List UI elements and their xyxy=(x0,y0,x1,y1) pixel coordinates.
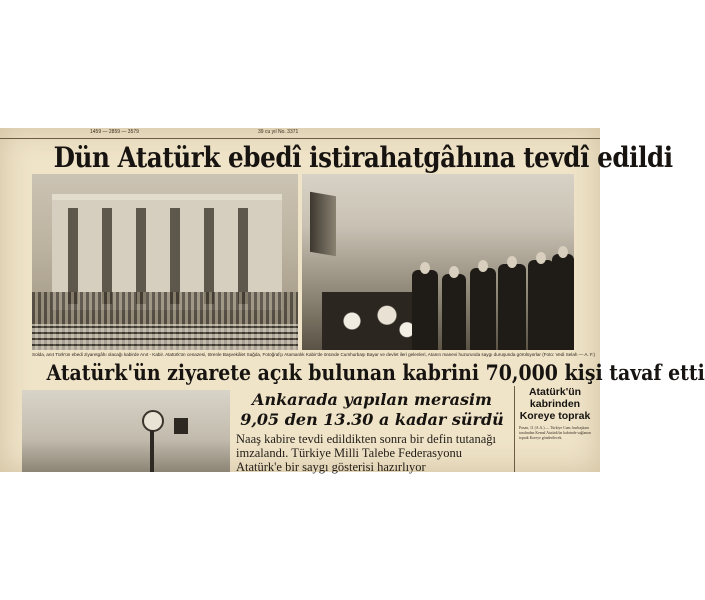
masthead-left-text: 1459 — 2859 — 3579 xyxy=(90,129,139,135)
street-lamp xyxy=(174,418,188,434)
article-right-column xyxy=(514,386,595,472)
article-mid-title-line2: 9,05 den 13.30 a kadar sürdü xyxy=(240,410,504,429)
subheadline: Atatürk'ün ziyarete açık bulunan kabrini 70,000 kişi tavaf etti xyxy=(46,360,705,385)
person xyxy=(442,274,466,350)
column xyxy=(204,208,214,304)
clock-icon xyxy=(142,410,164,432)
person xyxy=(470,268,496,350)
person xyxy=(552,254,574,350)
article-right-title-line2: kabrinden xyxy=(529,398,581,410)
flag xyxy=(310,192,336,257)
column xyxy=(170,208,180,304)
article-mid-body-line1: Naaş kabire tevdi edildikten sonra bir defin tutanağı xyxy=(236,432,496,446)
article-mid-body-line2: imzalandı. Türkiye Milli Talebe Federasyonu xyxy=(236,446,463,460)
newspaper-page xyxy=(0,128,705,474)
ceremony-ground xyxy=(32,324,298,350)
person-head xyxy=(558,246,568,258)
column xyxy=(136,208,146,304)
column xyxy=(102,208,112,304)
person xyxy=(412,270,438,350)
person-head xyxy=(420,262,430,274)
article-mid-body xyxy=(236,432,512,472)
article-mid-title xyxy=(236,390,508,430)
photo-caption: Solda, anıt Türk'ün ebedi ziyaretgâhı olacağı kabirde Anıt - Kabir. Atatürk'ün cenazesi, törenle Başvekâlet Sağda, Fotoğrafçı Atamanlık Kabir'de önünde Cumhurbaşı Bayar ve devlet ileri gelenleri, Atanın manevi huzurunda saygı duruşunda görülüyorlar (Foto: Vedi Selah — A. F.) xyxy=(32,352,596,357)
person xyxy=(528,260,554,350)
person xyxy=(498,264,526,350)
main-headline: Dün Atatürk ebedî istirahatgâhına tevdî edildi xyxy=(53,141,673,174)
article-right-title-line3: Koreye toprak xyxy=(519,410,591,422)
dignitaries-photo xyxy=(302,174,574,350)
mausoleum-photo xyxy=(32,174,298,350)
article-mid-title-line1: Ankarada yapılan merasim xyxy=(252,390,492,409)
clock-pole xyxy=(150,430,154,472)
article-right-body: Pusan, 11 (A.A.) — Türkiye Cum. hurbaşkanı tarafından Kemal Atatürk'ün kabrinde sağlanan toprak Koreye gönderilecek. xyxy=(519,426,591,440)
person-head xyxy=(507,256,517,268)
person-head xyxy=(449,266,459,278)
article-right-title-line1: Atatürk'ün xyxy=(528,386,582,398)
column xyxy=(238,208,248,304)
person-head xyxy=(478,260,488,272)
person-head xyxy=(536,252,546,264)
article-mid-body-line3: Atatürk'e bir saygı gösterisi hazırlıyor xyxy=(236,460,426,474)
wreaths xyxy=(322,292,422,350)
column xyxy=(68,208,78,304)
clock-tower-photo xyxy=(22,390,230,472)
masthead-center-text: 39 cu yıl No. 3371 xyxy=(258,129,299,135)
